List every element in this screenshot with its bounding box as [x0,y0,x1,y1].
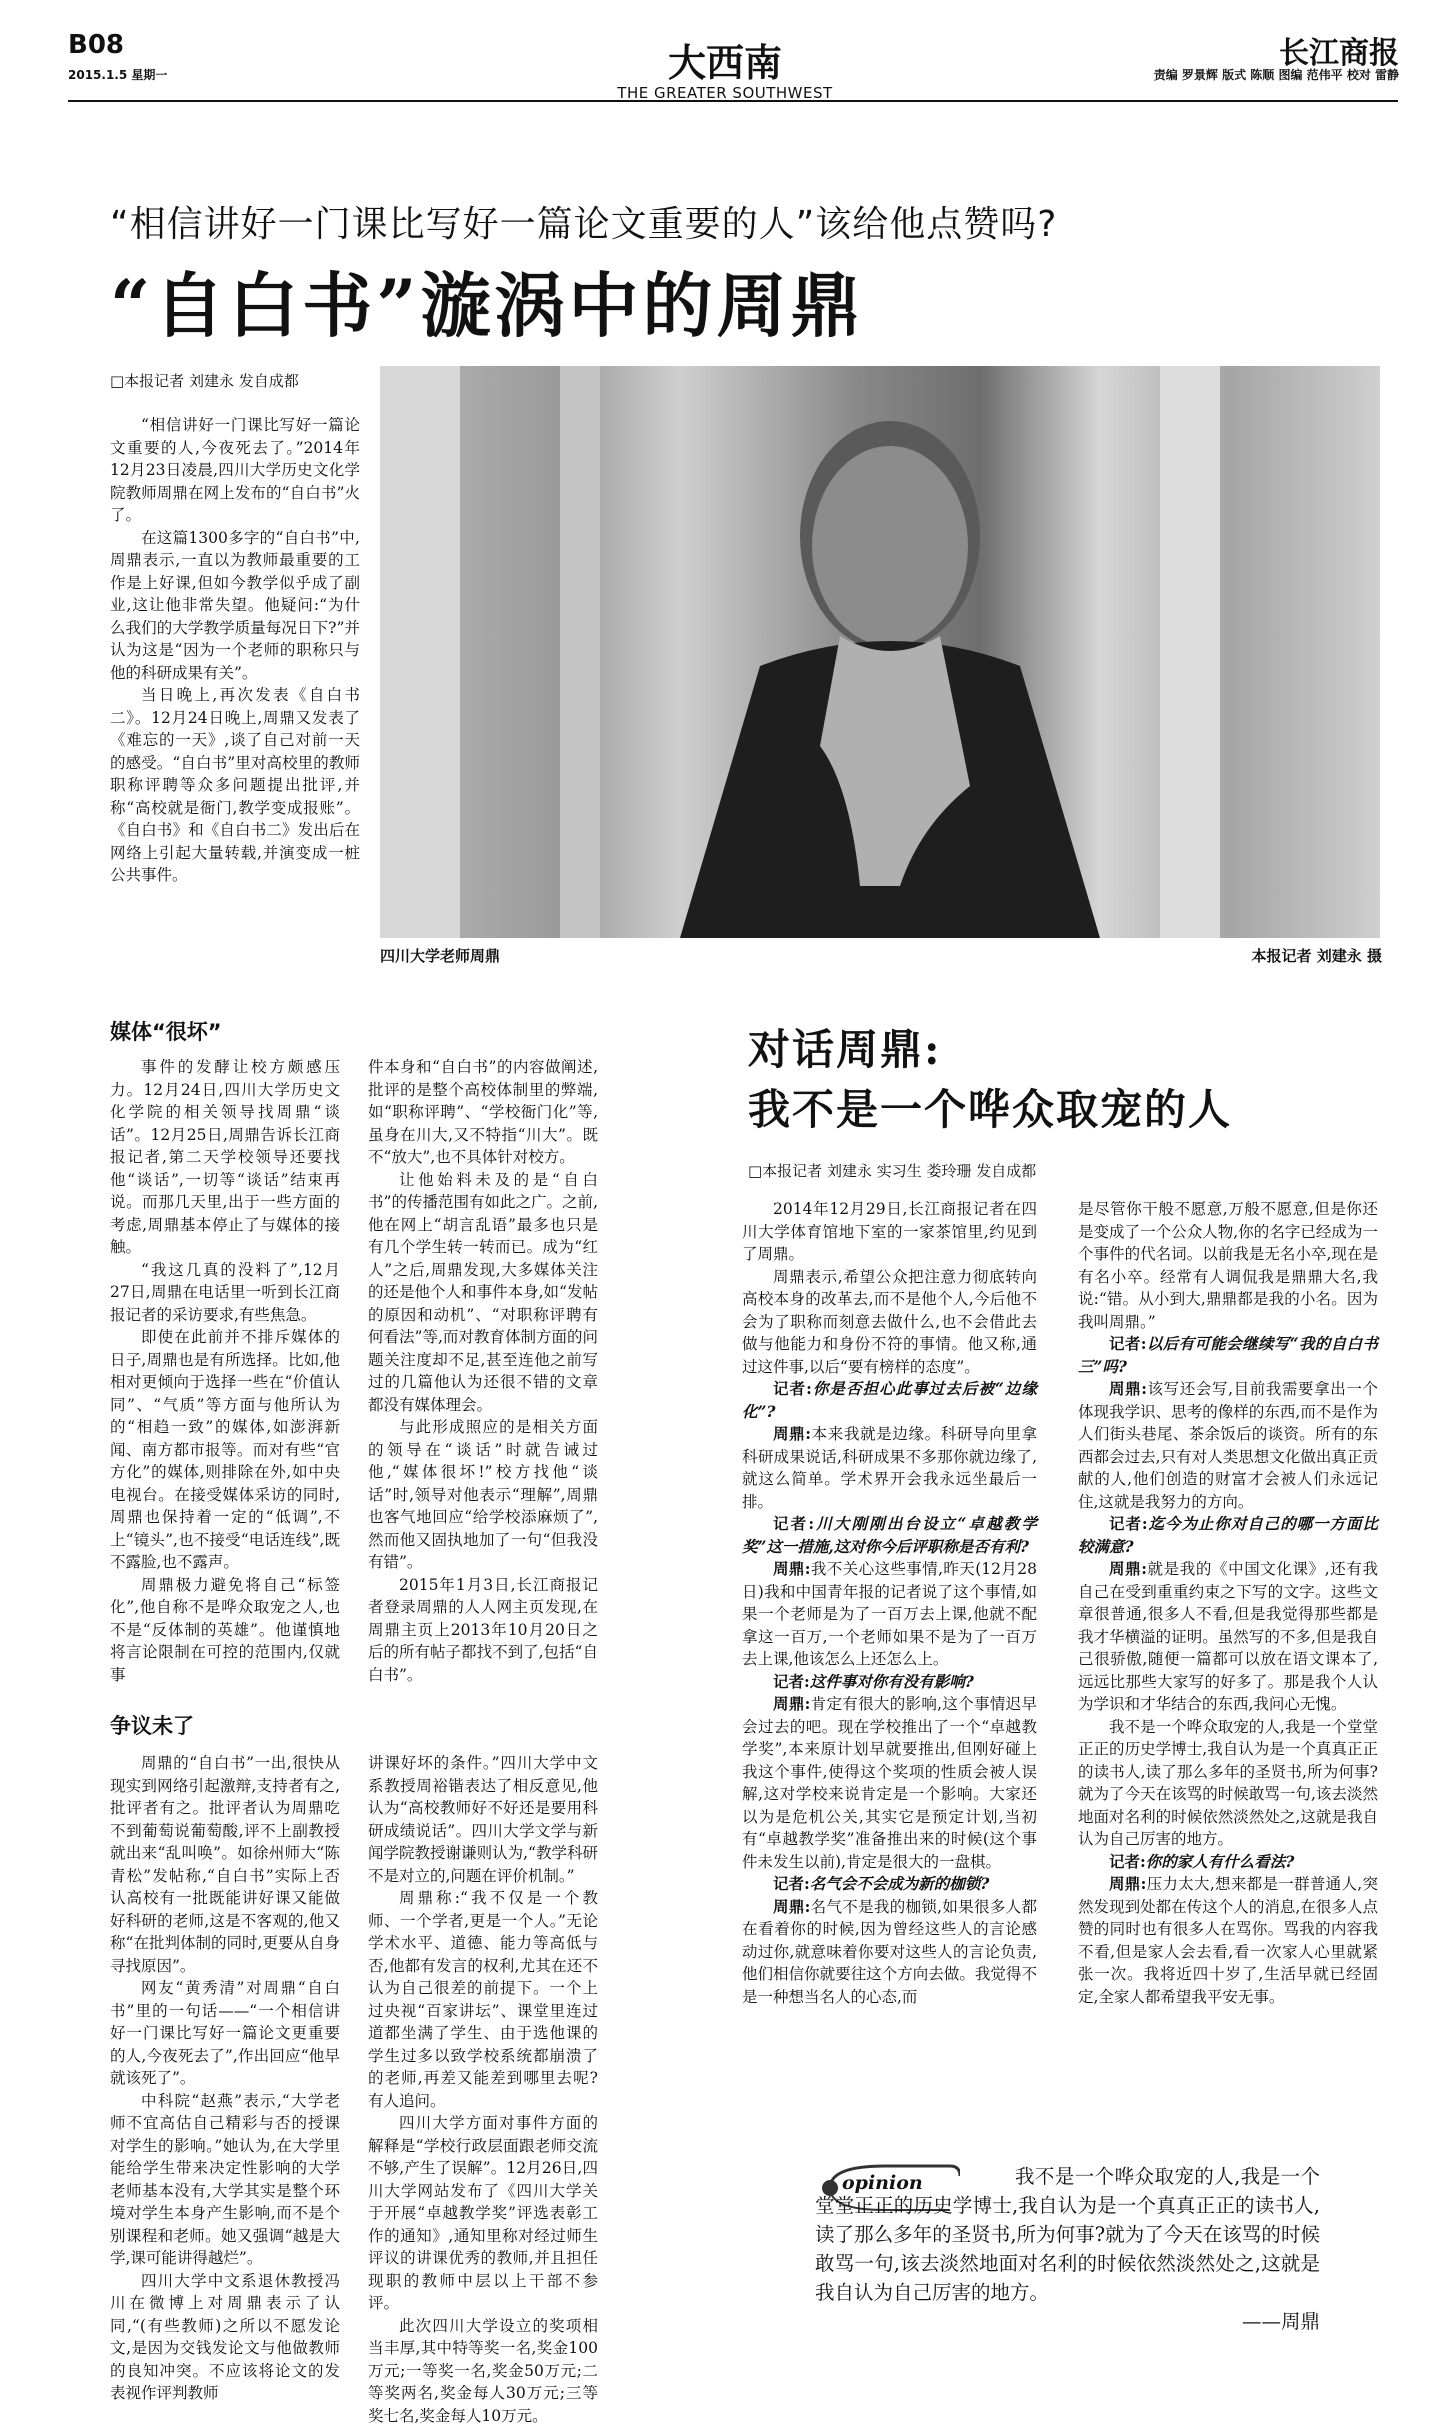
editor-credits: 责编 罗景辉 版式 陈顺 图编 范伟平 校对 雷静 [1154,66,1399,83]
speaker-label: 记者: [1109,1852,1146,1871]
text: 迄今为止你对自己的哪一方面比较满意? [1078,1514,1378,1556]
paragraph: 即使在此前并不排斥媒体的日子,周鼎也是有所选择。比如,他相对更倾向于选择一些在“价值认同”、“气质”等方面与他所认为的“相趋一致”的媒体,如澎湃新闻、南方都市报等。而对有些“官方化”的媒体,则排除在外,如中央电视台。在接受媒体采访的同时,周鼎也保持着一定的“低调”,不上“镜头”,也不接受“电话连线”,既不露脸,也不露声。 [110,1326,340,1574]
speaker-label: 周鼎: [1109,1874,1146,1893]
text: 以后有可能会继续写“我的自白书三”吗? [1078,1334,1378,1376]
speaker-label: 记者: [773,1874,810,1893]
section-heading: 媒体“很坏” [110,1016,222,1046]
opinion-attribution: ——周鼎 [815,2307,1320,2336]
paragraph [742,1198,1037,1266]
section2-column-1 [110,1752,340,2405]
page-number: B08 [68,30,124,60]
section1-column-2 [368,1056,598,1686]
interview-answer [1078,1378,1378,1513]
article-byline: □本报记者 刘建永 发自成都 [110,370,299,391]
speaker-label: 周鼎: [773,1559,811,1578]
text: 你的家人有什么看法? [1146,1852,1295,1871]
paragraph [742,1266,1037,1379]
dialogue-title-line-2: 我不是一个哗众取宠的人 [748,1080,1232,1140]
text: 压力太大,想来都是一群普通人,突然发现到处都在传这个人的消息,在很多人点赞的同时也有很多人在骂你。骂我的内容我不看,但是家人会去看,看一次家人心里就紧张一次。我将近四十岁了,生活早就已经固定,全家人都希望我平安无事。 [1078,1875,1378,2006]
paragraph [1078,1198,1378,1333]
paragraph: “相信讲好一门课比写好一篇论文重要的人,今夜死去了。”2014年12月23日凌晨,四川大学历史文化学院教师周鼎在网上发布的“自白书”火了。 [110,414,360,527]
paragraph: 当日晚上,再次发表《自白书二》。12月24日晚上,周鼎又发表了《难忘的一天》,谈了自己对前一天的感受。“自白书”里对高校里的教师职称评聘等众多问题提出批评,并称“高校就是衙门,教学变成报账”。《自白书》和《自白书二》发出后在网络上引起大量转载,并演变成一桩公共事件。 [110,684,360,887]
interview-question [1078,1513,1378,1558]
interview-question [1078,1851,1378,1874]
dialogue-column-2 [1078,1198,1378,2008]
text: 我不是一个哗众取宠的人,我是一个堂堂正正的历史学博士,我自认为是一个真真正正的读书人,读了那么多年的圣贤书,所为何事?就为了今天在该骂的时候敢骂一句,该去淡然地面对名利的时候依然淡然处之,这就是我自认为自己厉害的地方。 [1078,1718,1378,1849]
interview-answer [742,1558,1037,1671]
header-rule [68,100,1398,102]
section1-column-1 [110,1056,340,1686]
paragraph: 讲课好坏的条件。”四川大学中文系教授周裕锴表达了相反意见,他认为“高校教师好不好还是要用科研成绩说话”。四川大学文学与新闻学院教授谢谦则认为,“教学科研不是对立的,问题在评价机制。” [368,1752,598,1887]
dialogue-title [748,1020,1232,1140]
paragraph: “我这几真的没料了”,12月27日,周鼎在电话里一听到长江商报记者的采访要求,有些焦急。 [110,1259,340,1327]
speaker-label: 周鼎: [1109,1559,1147,1578]
text: 我不关心这些事情,昨天(12月28日)我和中国青年报的记者说了这个事情,如果一个老师是为了一百万去上课,他就不配拿这一百万,一个老师如果不是为了一百万去上课,他该怎么上还怎么上。 [742,1560,1037,1668]
newspaper-logo: 长江商报 [1279,28,1399,72]
section-title: 大西南 [600,32,850,87]
page-headline: “自白书”漩涡中的周鼎 [110,250,865,351]
intro-text [110,414,360,887]
speaker-label: 记者: [773,1514,814,1533]
opinion-label: opinion [842,2172,923,2194]
speaker-label: 记者: [1109,1334,1146,1353]
text: 名气会不会成为新的枷锁? [810,1874,990,1893]
text: 川大刚刚出台设立“卓越教学奖”这一措施,这对你今后评职称是否有利? [742,1514,1037,1556]
speaker-label: 周鼎: [1109,1379,1147,1398]
section2-column-2 [368,1752,598,2427]
interview-question [742,1873,1037,1896]
speaker-label: 记者: [773,1379,812,1398]
speaker-label: 周鼎: [773,1424,811,1443]
section-heading: 争议未了 [110,1710,194,1740]
text: 这件事对你有没有影响? [810,1672,974,1691]
dialogue-column-1 [742,1198,1037,2008]
speaker-label: 记者: [773,1672,810,1691]
interview-question [742,1513,1037,1558]
opinion-quote-text: 我不是一个哗众取宠的人,我是一个堂堂正正的历史学博士,我自认为是一个真真正正的读书人,读了那么多年的圣贤书,所为何事?就为了今天在该骂的时候敢骂一句,该去淡然地面对名利的时候依然淡然处之,这就是我自认为自己厉害的地方。 [815,2165,1320,2304]
text: 本来我就是边缘。科研导向里拿科研成果说话,科研成果不多那你就边缘了,就这么简单。学术界开会我永远坐最后一排。 [742,1425,1037,1511]
paragraph: 四川大学方面对事件方面的解释是“学校行政层面跟老师交流不够,产生了误解”。12月26日,四川大学网站发布了《四川大学关于开展“卓越教学奖”评选表彰工作的通知》,通知里称对经过师生评议的讲课优秀的教师,并且担任现职的教师中层以上干部不参评。 [368,2112,598,2315]
paragraph: 此次四川大学设立的奖项相当丰厚,其中特等奖一名,奖金100万元;一等奖一名,奖金50万元;二等奖两名,奖金每人30万元;三等奖七名,奖金每人10万元。 [368,2315,598,2427]
interview-question [742,1671,1037,1694]
interview-question [742,1378,1037,1423]
paragraph [1078,1716,1378,1851]
paragraph: 在这篇1300多字的“自白书”中,周鼎表示,一直以为教师最重要的工作是上好课,但如今教学似乎成了副业,这让他非常失望。他疑问:“为什么我们的大学教学质量每况日下?”并认为这是“因为一个老师的职称只与他的科研成果有关”。 [110,527,360,685]
paragraph: 周鼎的“自白书”一出,很快从现实到网络引起激辩,支持者有之,批评者有之。批评者认为周鼎吃不到葡萄说葡萄酸,评不上副教授就出来“乱叫唤”。如徐州师大“陈青松”发帖称,“自白书”实际上否认高校有一批既能讲好课又能做好科研的老师,这是不客观的,他又称“在批判体制的同时,更要从自身寻找原因”。 [110,1752,340,1977]
interview-answer [742,1423,1037,1513]
issue-date: 2015.1.5 星期一 [68,66,167,83]
speaker-label: 记者: [1109,1514,1148,1533]
interview-answer [1078,1873,1378,2008]
text: 肯定有很大的影响,这个事情迟早会过去的吧。现在学校推出了一个“卓越教学奖”,本来原计划早就要推出,但刚好碰上我这个事件,使得这个奖项的性质会被人误解,这对学校来说肯定是一个影响。大家还以为是危机公关,其实它是预定计划,当初有“卓越教学奖”准备推出来的时候(这个事件未发生以前),肯定是很大的一盘棋。 [742,1695,1037,1871]
text: 名气不是我的枷锁,如果很多人都在看着你的时候,因为曾经这些人的言论感动过你,就意味着你要对这些人的言论负责,他们相信你就要往这个方向去做。我觉得不是一种想当名人的心态,而 [742,1898,1037,2006]
dialogue-byline: □本报记者 刘建永 实习生 娄玲珊 发自成都 [748,1160,1036,1181]
interview-answer [742,1693,1037,1873]
text: 该写还会写,目前我需要拿出一个体现我学识、思考的像样的东西,而不是作为人们街头巷尾、茶余饭后的谈资。所有的东西都会过去,只有对人类思想文化做出真正贡献的人,他们创造的财富才会被人们永远记住,这就是我努力的方向。 [1078,1380,1378,1511]
text: 2014年12月29日,长江商报记者在四川大学体育馆地下室的一家茶馆里,约见到了周鼎。 [742,1200,1037,1263]
text: 周鼎表示,希望公众把注意力彻底转向高校本身的改革去,而不是他个人,今后他不会为了职称而刻意去做什么,也不会借此去做与他能力和身份不符的事情。他又称,通过这件事,以后“要有榜样的态度”。 [742,1268,1037,1376]
opinion-quote [815,2162,1320,2336]
text: 你是否担心此事过去后被“边缘化”? [742,1379,1037,1421]
speaker-label: 周鼎: [773,1694,810,1713]
photo-credit: 本报记者 刘建永 摄 [1252,945,1382,966]
portrait-figure [380,366,1380,938]
headline-kicker: “相信讲好一门课比写好一篇论文重要的人”该给他点赞吗? [110,196,1057,247]
paragraph: 与此形成照应的是相关方面的领导在“谈话”时就告诫过他,“媒体很坏!”校方找他“谈话”时,领导对他表示“理解”,周鼎也客气地回应“给学校添麻烦了”,然而他又固执地加了一句“但我没有错”。 [368,1416,598,1574]
paragraph: 网友“黄秀清”对周鼎“自白书”里的一句话——“一个相信讲好一门课比写好一篇论文更重要的人,今夜死去了”,作出回应“他早就该死了”。 [110,1977,340,2090]
speaker-label: 周鼎: [773,1897,810,1916]
dialogue-title-line-1: 对话周鼎: [748,1020,1232,1080]
section-title-english: THE GREATER SOUTHWEST [590,84,860,102]
portrait-photo [380,366,1380,938]
paragraph: 四川大学中文系退休教授冯川在微博上对周鼎表示了认同,“(有些教师)之所以不愿发论文,是因为交钱发论文与他做教师的良知冲突。不应该将论文的发表视作评判教师 [110,2270,340,2405]
interview-question [1078,1333,1378,1378]
paragraph: 2015年1月3日,长江商报记者登录周鼎的人人网主页发现,在周鼎主页上2013年10月20日之后的所有帖子都找不到了,包括“自白书”。 [368,1574,598,1687]
text: 就是我的《中国文化课》,还有我自己在受到重重约束之下写的文字。这些文章很普通,很多人不看,但是我觉得那些都是我才华横溢的证明。虽然写的不多,但是我自己很骄傲,随便一篇都可以放在语文课本了,远远比那些大家写的好多了。那是我个人认为学识和才华结合的东西,我问心无愧。 [1078,1560,1378,1713]
paragraph: 让他始料未及的是“自白书”的传播范围有如此之广。之前,他在网上“胡言乱语”最多也只是有几个学生转一转而已。成为“红人”之后,周鼎发现,大多媒体关注的还是他个人和事件本身,如“发帖的原因和动机”、“对职称评聘有何看法”等,而对教育体制方面的问题关注度却不足,甚至连他之前写过的几篇他认为还很不错的文章都没有媒体理会。 [368,1169,598,1417]
text: 是尽管你干般不愿意,万般不愿意,但是你还是变成了一个公众人物,你的名字已经成为一个事件的代名词。以前我是无名小卒,现在是有名小卒。经常有人调侃我是鼎鼎大名,我说:“错。从小到大,鼎鼎都是我的小名。因为我叫周鼎。” [1078,1200,1378,1331]
paragraph: 事件的发酵让校方颇感压力。12月24日,四川大学历史文化学院的相关领导找周鼎“谈话”。12月25日,周鼎告诉长江商报记者,第二天学校领导还要找他“谈话”,一切等“谈话”结束再说。而那几天里,出于一些方面的考虑,周鼎基本停止了与媒体的接触。 [110,1056,340,1259]
paragraph: 周鼎称:“我不仅是一个教师、一个学者,更是一个人。”无论学术水平、道德、能力等高低与否,他都有发言的权利,尤其在还不认为自己很差的前提下。一个上过央视“百家讲坛”、课堂里连过道都坐满了学生、由于选他课的学生过多以致学校系统都崩溃了的老师,再差又能差到哪里去呢?有人追问。 [368,1887,598,2112]
paragraph: 周鼎极力避免将自己“标签化”,他自称不是哗众取宠之人,也不是“反体制的英雄”。他谨慎地将言论限制在可控的范围内,仅就事 [110,1574,340,1687]
photo-caption: 四川大学老师周鼎 [380,945,500,966]
interview-answer [1078,1558,1378,1716]
paragraph: 中科院“赵燕”表示,“大学老师不宜高估自己精彩与否的授课对学生的影响。”她认为,在大学里能给学生带来决定性影响的大学老师基本没有,大学其实是整个环境对学生本身产生影响,而不是个别课程和老师。她又强调“越是大学,课可能讲得越烂”。 [110,2090,340,2270]
paragraph: 件本身和“自白书”的内容做阐述,批评的是整个高校体制里的弊端,如“职称评聘”、“学校衙门化”等,虽身在川大,又不特指“川大”。既不“放大”,也不具体针对校方。 [368,1056,598,1169]
interview-answer [742,1896,1037,2009]
